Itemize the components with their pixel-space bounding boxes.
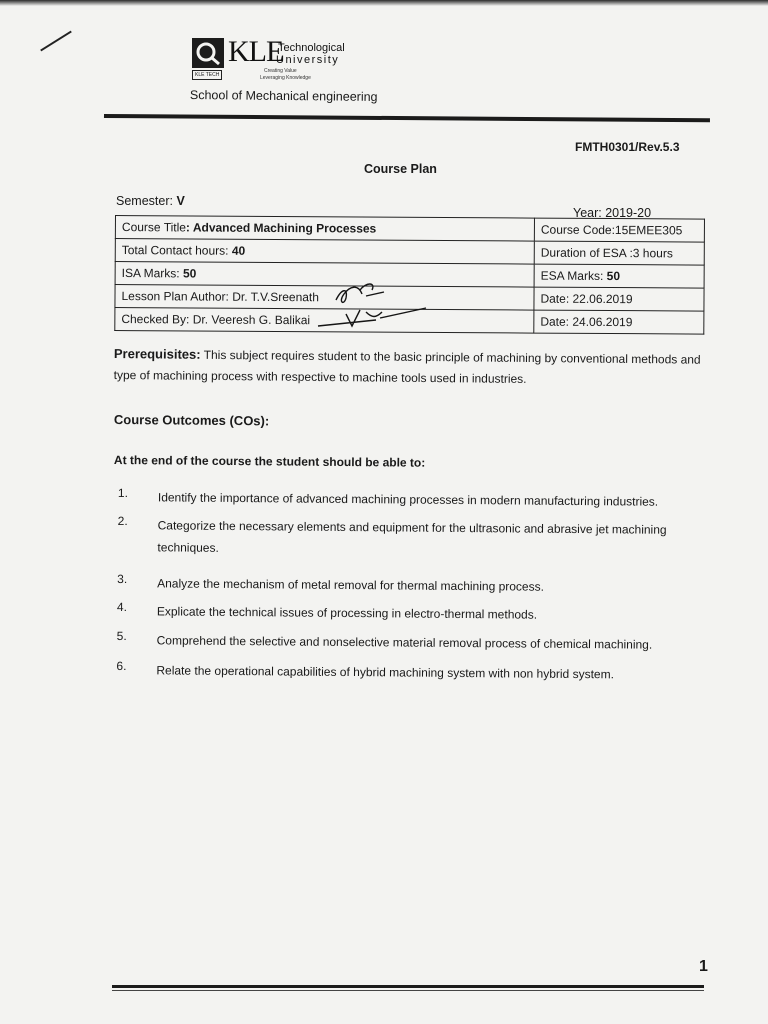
course-outcomes-intro: At the end of the course the student should be able to: [113,453,426,470]
course-outcomes-heading: Course Outcomes (COs): [113,412,270,429]
outcome-number: 2. [117,513,128,529]
prerequisites-label: Prerequisites: [113,345,201,362]
logo-tagline: Creating Value [264,68,297,74]
semester-value: V [176,194,185,208]
course-title-label: Course Title [121,220,186,235]
outcome-number: 3. [117,571,128,587]
logo-brand: KLE [228,35,284,68]
list-item [116,658,706,682]
outcome-number: 5. [116,628,127,644]
isa-marks-value: 50 [182,266,197,281]
contact-hours-value: 40 [231,243,246,258]
outcome-number: 6. [116,658,127,674]
semester [116,194,185,208]
scan-mark [40,31,72,52]
isa-marks-label: ISA Marks: [121,266,184,281]
outcome-number: 4. [116,599,128,615]
esa-duration-cell: Duration of ESA :3 hours [534,241,704,265]
contact-hours-cell [115,239,534,265]
logo-line-university: University [276,54,340,66]
checked-by-cell: Checked By: Dr. Veeresh G. Balikai [115,308,534,334]
logo-emblem-icon [192,38,224,68]
outcome-text: Relate the operational capabilities of hybrid machining system with non hybrid system. [156,663,615,682]
esa-marks-cell [534,264,704,288]
outcome-text: Analyze the mechanism of metal removal for thermal machining process. [157,576,545,594]
logo-tagline: Leveraging Knowledge [260,75,311,81]
course-title-value: : Advanced Machining Processes [185,220,377,236]
course-title-cell [115,216,534,242]
checker-signature [316,304,428,334]
outcome-text: Identify the importance of advanced machining processes in modern manufacturing industries. [157,490,659,509]
list-item [117,486,708,509]
author-date-cell: Date: 22.06.2019 [534,287,704,311]
outcome-text: Categorize the necessary elements and equipment for the ultrasonic and abrasive jet machining techniques. [157,518,667,555]
esa-marks-label: ESA Marks: [540,268,607,284]
footer-divider-thin [112,990,704,991]
academic-year: Year: 2019-20 [573,206,652,220]
outcome-text: Comprehend the selective and nonselective material removal process of chemical machining. [156,633,653,652]
form-number: FMTH0301/Rev.5.3 [575,140,680,154]
list-item [116,599,707,622]
list-item [117,513,708,555]
school-name: School of Mechanical engineering [189,88,378,104]
prerequisites [114,343,704,392]
author-cell: Lesson Plan Author: Dr. T.V.Sreenath [115,285,534,311]
page-number: 1 [699,958,708,975]
checked-date-cell: Date: 24.06.2019 [534,310,704,334]
course-code-cell: Course Code:15EMEE305 [534,218,704,242]
page-title: Course Plan [364,162,437,176]
esa-marks-value: 50 [606,269,621,284]
scan-edge [0,0,768,6]
outcome-text: Explicate the technical issues of processing in electro-thermal methods. [156,604,538,622]
isa-marks-cell [115,262,534,288]
university-logo [190,36,370,88]
list-item [116,628,707,652]
list-item [117,571,707,594]
prerequisites-text: This subject requires student to the basic principle of machining by conventional methods and type of machining process with respective to machine tools used in industries. [113,347,701,386]
semester-label: Semester: [116,194,177,208]
logo-line-technological: Technological [278,42,345,54]
course-outcomes-list [116,486,708,682]
contact-hours-label: Total Contact hours: [121,243,232,258]
outcome-number: 1. [117,486,129,501]
logo-badge: KLE TECH [192,70,222,80]
footer-divider [112,985,704,988]
header-divider [104,114,710,122]
